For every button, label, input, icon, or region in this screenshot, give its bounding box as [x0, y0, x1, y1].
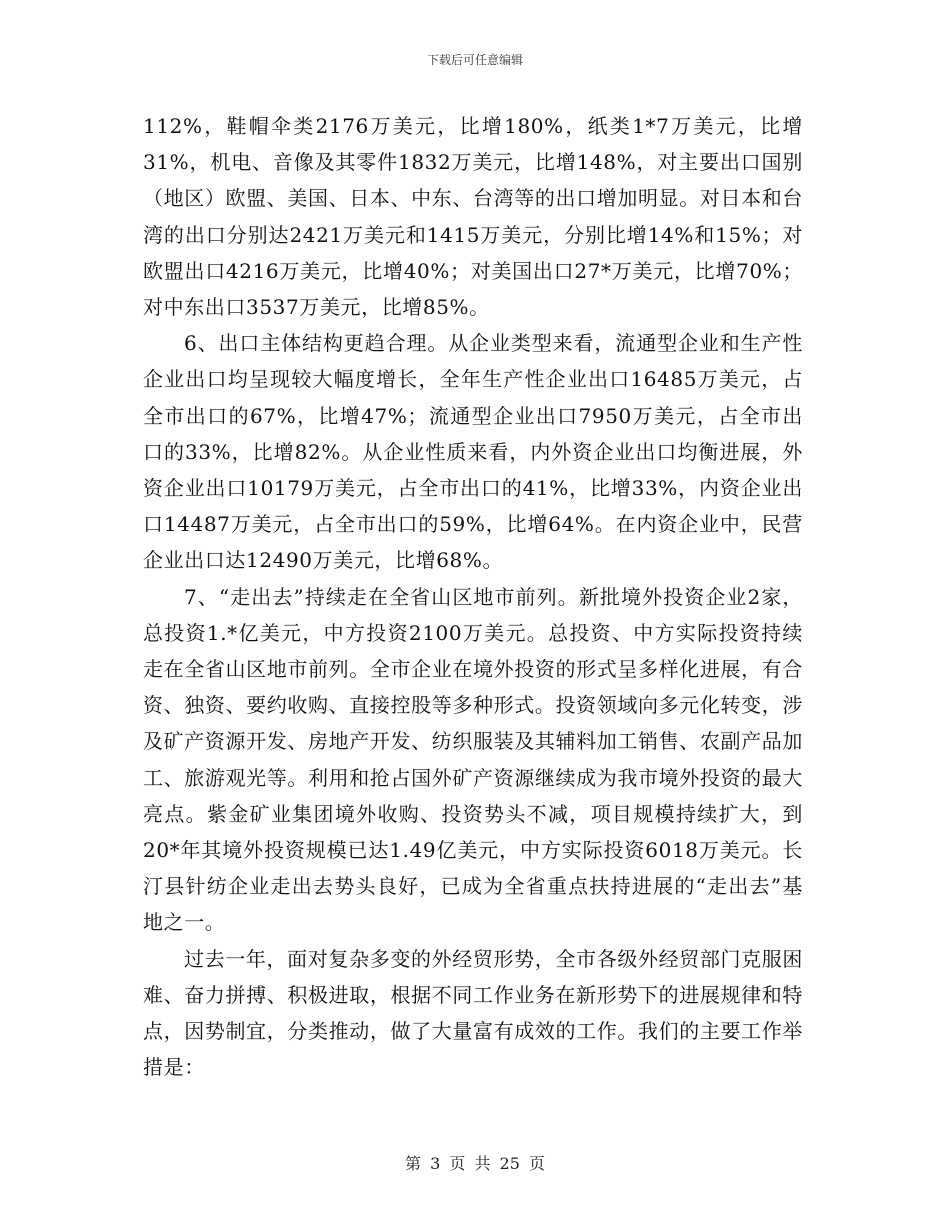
paragraph-going-global: 7、“走出去”持续走在全省山区地市前列。新批境外投资企业2家，总投资1.*亿美元，中方投资2100万美元。总投资、中方实际投资持续走在全省山区地市前列。全市企业在境外投资的形式呈多样化进展，有合资、独资、要约收购、直接控股等多种形式。投资领域向多元化转变，涉及矿产资源开发、房地产开发、纺织服装及其辅料加工销售、农副产品加工、旅游观光等。利用和抢占国外矿产资源继续成为我市境外投资的最大亮点。紫金矿业集团境外收购、投资势头不减，项目规模持续扩大，到20*年其境外投资规模已达1.49亿美元，中方实际投资6018万美元。长汀县针纺企业走出去势头良好，已成为全省重点扶持进展的“走出去”基地之一。 [143, 584, 803, 935]
page-header: 下载后可任意编辑 [426, 53, 523, 67]
paragraph-export-structure: 6、出口主体结构更趋合理。从企业类型来看，流通型企业和生产性企业出口均呈现较大幅度增长，全年生产性企业出口16485万美元，占全市出口的67%，比增47%；流通型企业出口7950万美元，占全市出口的33%，比增82%。从企业性质来看，内外资企业出口均衡进展，外资企业出口10179万美元，占全市出口的41%，比增33%，内资企业出口14487万美元，占全市出口的59%，比增64%。在内资企业中，民营企业出口达12490万美元，比增68%。 [143, 331, 803, 573]
page-number-footer: 第 3 页 共 25 页 [405, 1154, 545, 1173]
document-body [143, 108, 803, 1085]
paragraph-export-products: 112%，鞋帽伞类2176万美元，比增180%，纸类1*7万美元，比增31%，机电、音像及其零件1832万美元，比增148%，对主要出口国别（地区）欧盟、美国、日本、中东、台湾等的出口增加明显。对日本和台湾的出口分别达2421万美元和1415万美元，分别比增14%和15%；对欧盟出口4216万美元，比增40%；对美国出口27*万美元，比增70%；对中东出口3537万美元，比增85%。 [143, 114, 803, 320]
paragraph-work-measures: 过去一年，面对复杂多变的外经贸形势，全市各级外经贸部门克服困难、奋力拼搏、积极进取，根据不同工作业务在新形势下的进展规律和特点，因势制宜，分类推动，做了大量富有成效的工作。我们的主要工作举措是： [143, 946, 803, 1080]
